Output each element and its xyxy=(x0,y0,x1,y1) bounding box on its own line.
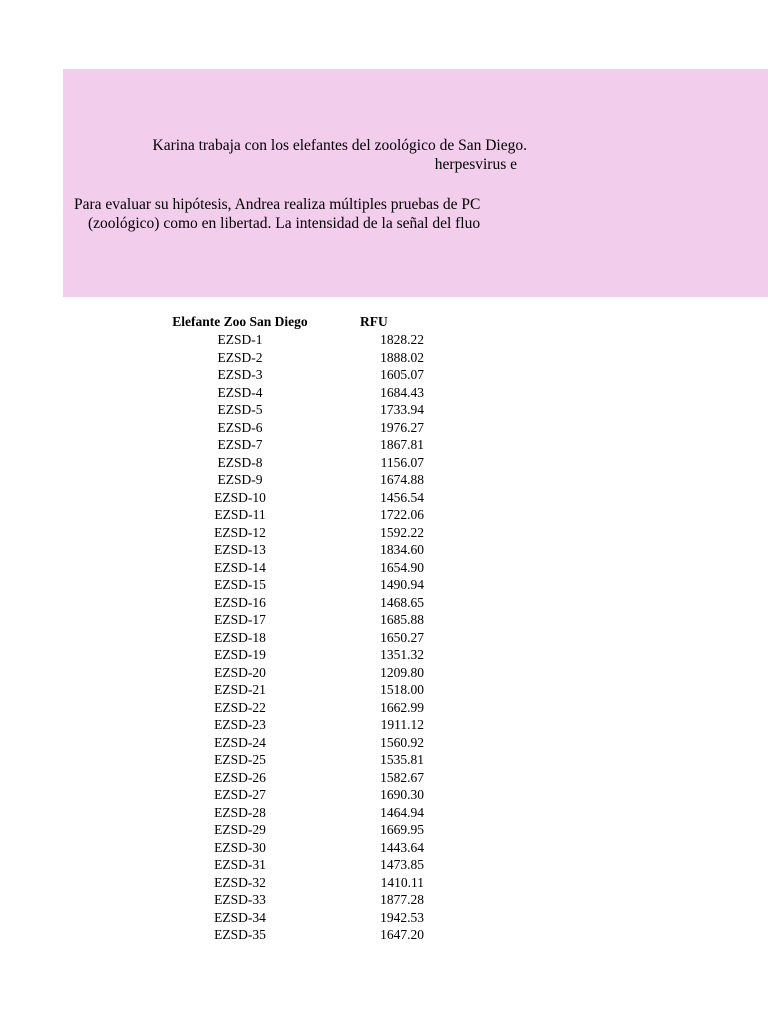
rfu-value-cell: 1582.67 xyxy=(380,769,424,785)
table-row xyxy=(150,646,430,664)
rfu-value-cell: 1592.22 xyxy=(380,524,424,540)
rfu-value-cell: 1209.80 xyxy=(380,664,424,680)
rfu-value-cell: 1535.81 xyxy=(380,752,424,767)
elephant-id-cell: EZSD-7 xyxy=(217,437,263,452)
table-row xyxy=(150,909,430,927)
rfu-value-cell: 1684.43 xyxy=(380,384,424,400)
elephant-id-cell: EZSD-5 xyxy=(217,402,263,417)
table-row xyxy=(150,384,430,402)
elephant-id-cell: EZSD-9 xyxy=(217,472,263,487)
rfu-value-cell: 1867.81 xyxy=(380,437,424,452)
rfu-value-cell: 1834.60 xyxy=(380,542,424,557)
table-row xyxy=(150,524,430,542)
instructions-banner xyxy=(63,69,768,297)
rfu-value-cell: 1156.07 xyxy=(380,454,424,470)
table-row xyxy=(150,611,430,629)
elephant-id-cell: EZSD-21 xyxy=(214,682,266,697)
rfu-value-cell: 1911.12 xyxy=(380,717,424,732)
rfu-value-cell: 1722.06 xyxy=(380,507,424,522)
elephant-id-cell: EZSD-11 xyxy=(214,507,266,522)
table-row xyxy=(150,891,430,909)
rfu-value-cell: 1490.94 xyxy=(380,577,424,592)
rfu-value-cell: 1456.54 xyxy=(380,489,424,505)
elephant-id-cell: EZSD-15 xyxy=(214,577,266,592)
elephant-id-cell: EZSD-2 xyxy=(217,349,263,365)
table-row xyxy=(150,734,430,752)
table-row xyxy=(150,699,430,717)
column-header-elephant: Elefante Zoo San Diego xyxy=(172,314,308,329)
elephant-id-cell: EZSD-33 xyxy=(214,892,266,907)
elephant-id-cell: EZSD-26 xyxy=(214,769,266,785)
table-row xyxy=(150,821,430,839)
rfu-value-cell: 1685.88 xyxy=(380,612,424,627)
intro-paragraph xyxy=(63,136,527,174)
elephant-id-cell: EZSD-29 xyxy=(214,822,266,837)
table-row xyxy=(150,331,430,349)
rfu-value-cell: 1650.27 xyxy=(380,629,424,645)
elephant-id-cell: EZSD-13 xyxy=(214,542,266,557)
rfu-value-cell: 1654.90 xyxy=(380,559,424,575)
table-row xyxy=(150,471,430,489)
table-row xyxy=(150,926,430,944)
rfu-value-cell: 1669.95 xyxy=(380,822,424,837)
elephant-id-cell: EZSD-23 xyxy=(214,717,266,732)
rfu-value-cell: 1733.94 xyxy=(380,402,424,417)
table-row xyxy=(150,419,430,437)
elephant-id-cell: EZSD-32 xyxy=(214,874,266,890)
elephant-id-cell: EZSD-3 xyxy=(217,367,263,382)
elephant-id-cell: EZSD-27 xyxy=(214,787,266,802)
elephant-id-cell: EZSD-6 xyxy=(217,419,263,435)
elephant-id-cell: EZSD-30 xyxy=(214,839,266,855)
rfu-value-cell: 1443.64 xyxy=(380,839,424,855)
rfu-value-cell: 1468.65 xyxy=(380,594,424,610)
table-row xyxy=(150,786,430,804)
table-row xyxy=(150,716,430,734)
rfu-value-cell: 1662.99 xyxy=(380,699,424,715)
intro-line-2: herpesvirus e xyxy=(434,156,517,173)
table-row xyxy=(150,594,430,612)
table-body xyxy=(150,331,430,944)
elephant-id-cell: EZSD-31 xyxy=(214,857,266,872)
table-row xyxy=(150,436,430,454)
rfu-value-cell: 1605.07 xyxy=(380,367,424,382)
table-row xyxy=(150,559,430,577)
rfu-value-cell: 1877.28 xyxy=(380,892,424,907)
rfu-value-cell: 1674.88 xyxy=(380,472,424,487)
table-row xyxy=(150,506,430,524)
elephant-id-cell: EZSD-35 xyxy=(214,927,266,942)
rfu-value-cell: 1888.02 xyxy=(380,349,424,365)
elephant-id-cell: EZSD-16 xyxy=(214,594,266,610)
rfu-value-cell: 1473.85 xyxy=(380,857,424,872)
elephant-id-cell: EZSD-20 xyxy=(214,664,266,680)
table-row xyxy=(150,856,430,874)
elephant-id-cell: EZSD-25 xyxy=(214,752,266,767)
table-row xyxy=(150,349,430,367)
elephant-id-cell: EZSD-12 xyxy=(214,524,266,540)
table-row xyxy=(150,751,430,769)
elephant-id-cell: EZSD-19 xyxy=(214,647,266,662)
table-row xyxy=(150,664,430,682)
elephant-id-cell: EZSD-22 xyxy=(214,699,266,715)
column-header-rfu: RFU xyxy=(360,314,388,329)
instructions-text-area xyxy=(63,69,527,297)
rfu-value-cell: 1410.11 xyxy=(380,874,424,890)
table-row xyxy=(150,541,430,559)
table-row xyxy=(150,839,430,857)
rfu-value-cell: 1690.30 xyxy=(380,787,424,802)
table-row xyxy=(150,489,430,507)
rfu-value-cell: 1647.20 xyxy=(380,927,424,942)
rfu-value-cell: 1351.32 xyxy=(380,647,424,662)
table-row xyxy=(150,401,430,419)
elephant-id-cell: EZSD-4 xyxy=(217,384,263,400)
elephant-id-cell: EZSD-34 xyxy=(214,909,266,925)
elephant-id-cell: EZSD-1 xyxy=(217,332,263,347)
intro-line-1: Karina trabaja con los elefantes del zoológico de San Diego. xyxy=(152,137,527,154)
elephant-id-cell: EZSD-28 xyxy=(214,804,266,820)
method-paragraph xyxy=(74,195,480,233)
elephant-id-cell: EZSD-14 xyxy=(214,559,266,575)
elephant-id-cell: EZSD-17 xyxy=(214,612,266,627)
table-row xyxy=(150,629,430,647)
method-line-1: Para evaluar su hipótesis, Andrea realiza múltiples pruebas de PC xyxy=(74,196,481,213)
table-row xyxy=(150,454,430,472)
elephant-id-cell: EZSD-10 xyxy=(214,489,266,505)
table-row xyxy=(150,366,430,384)
rfu-value-cell: 1464.94 xyxy=(380,804,424,820)
table-row xyxy=(150,874,430,892)
rfu-value-cell: 1976.27 xyxy=(380,419,424,435)
elephant-id-cell: EZSD-8 xyxy=(217,454,263,470)
table-row xyxy=(150,769,430,787)
method-line-2: (zoológico) como en libertad. La intensidad de la señal del fluo xyxy=(88,215,481,232)
elephant-id-cell: EZSD-24 xyxy=(214,734,266,750)
table-row xyxy=(150,681,430,699)
table-row xyxy=(150,576,430,594)
rfu-value-cell: 1518.00 xyxy=(380,682,424,697)
elephant-id-cell: EZSD-18 xyxy=(214,629,266,645)
rfu-value-cell: 1828.22 xyxy=(380,332,424,347)
table-row xyxy=(150,804,430,822)
rfu-value-cell: 1942.53 xyxy=(380,909,424,925)
rfu-value-cell: 1560.92 xyxy=(380,734,424,750)
